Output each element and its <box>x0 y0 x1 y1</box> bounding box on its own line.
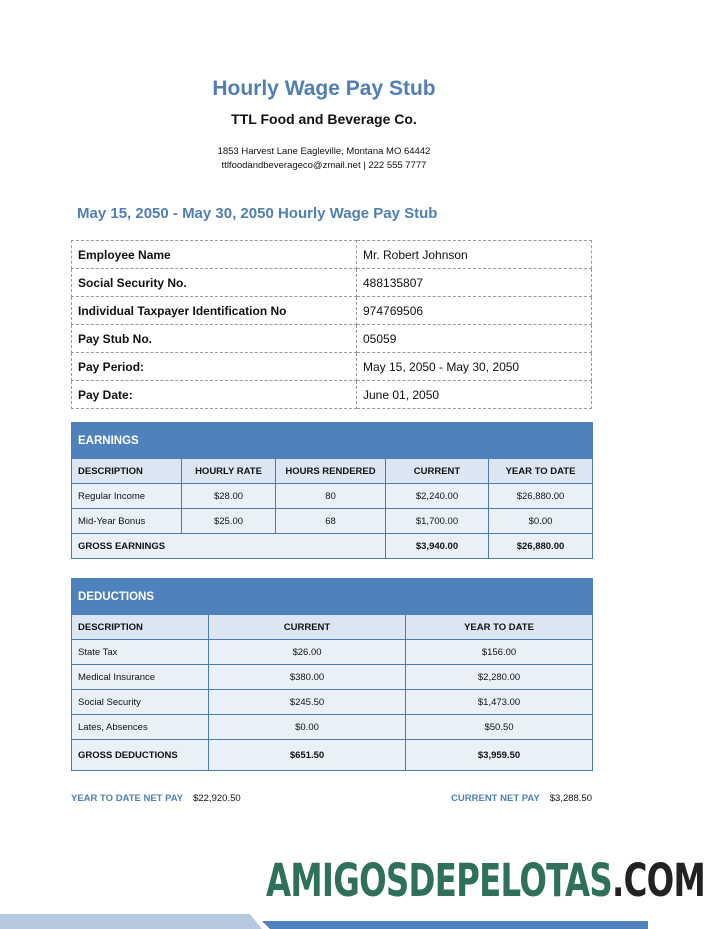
earnings-table <box>71 422 593 559</box>
info-row <box>72 241 592 269</box>
table-row <box>72 665 593 690</box>
info-value: Mr. Robert Johnson <box>357 241 592 269</box>
deductions-table <box>71 578 593 771</box>
pay-stub-subtitle: May 15, 2050 - May 30, 2050 Hourly Wage Pay Stub <box>77 205 438 222</box>
cell: State Tax <box>72 640 209 665</box>
info-row <box>72 325 592 353</box>
cell: Social Security <box>72 690 209 715</box>
gross-deductions-ytd: $3,959.50 <box>406 740 593 771</box>
footer-band-dark <box>262 921 648 929</box>
info-row <box>72 381 592 409</box>
cell: Lates, Absences <box>72 715 209 740</box>
gross-deductions-row <box>72 740 593 771</box>
info-value: May 15, 2050 - May 30, 2050 <box>357 353 592 381</box>
info-label: Social Security No. <box>72 269 357 297</box>
cell: $26,880.00 <box>489 484 593 509</box>
deductions-title: DEDUCTIONS <box>72 579 593 615</box>
cell: $0.00 <box>489 509 593 534</box>
cell: $1,473.00 <box>406 690 593 715</box>
gross-deductions-label: GROSS DEDUCTIONS <box>72 740 209 771</box>
cell: $156.00 <box>406 640 593 665</box>
info-label: Pay Period: <box>72 353 357 381</box>
info-value: 05059 <box>357 325 592 353</box>
current-net-pay <box>451 793 592 804</box>
deductions-header <box>72 579 593 615</box>
cell: Mid-Year Bonus <box>72 509 182 534</box>
info-label: Individual Taxpayer Identification No <box>72 297 357 325</box>
watermark-green: AMIGOSDEPELOTAS <box>266 854 612 907</box>
info-value: June 01, 2050 <box>357 381 592 409</box>
cell: $2,280.00 <box>406 665 593 690</box>
gross-earnings-current: $3,940.00 <box>386 534 489 559</box>
footer-band <box>0 911 648 929</box>
earnings-column-headers <box>72 459 593 484</box>
table-row <box>72 690 593 715</box>
info-label: Pay Date: <box>72 381 357 409</box>
column-header: HOURLY RATE <box>182 459 276 484</box>
cell: Regular Income <box>72 484 182 509</box>
cell: $50.50 <box>406 715 593 740</box>
table-row <box>72 640 593 665</box>
company-address: 1853 Harvest Lane Eagleville, Montana MO 64442 <box>217 146 431 157</box>
column-header: HOURS RENDERED <box>276 459 386 484</box>
cell: 68 <box>276 509 386 534</box>
earnings-header <box>72 423 593 459</box>
company-name: TTL Food and Beverage Co. <box>231 111 417 127</box>
watermark-dark: .COM <box>611 854 705 907</box>
info-value: 974769506 <box>357 297 592 325</box>
page-title: Hourly Wage Pay Stub <box>212 77 436 100</box>
cell: $28.00 <box>182 484 276 509</box>
column-header: DESCRIPTION <box>72 459 182 484</box>
cell: Medical Insurance <box>72 665 209 690</box>
footer-band-light <box>0 914 262 929</box>
cell: $0.00 <box>209 715 406 740</box>
cell: $25.00 <box>182 509 276 534</box>
info-label: Pay Stub No. <box>72 325 357 353</box>
earnings-title: EARNINGS <box>72 423 593 459</box>
gross-earnings-label: GROSS EARNINGS <box>72 534 386 559</box>
cell: $1,700.00 <box>386 509 489 534</box>
gross-earnings-ytd: $26,880.00 <box>489 534 593 559</box>
ytd-net-pay-value: $22,920.50 <box>193 793 241 804</box>
column-header: YEAR TO DATE <box>406 615 593 640</box>
current-net-pay-label: CURRENT NET PAY <box>451 793 540 804</box>
ytd-net-pay <box>71 793 241 804</box>
info-label: Employee Name <box>72 241 357 269</box>
employee-info-table <box>71 240 592 409</box>
deductions-column-headers <box>72 615 593 640</box>
cell: $380.00 <box>209 665 406 690</box>
cell: $245.50 <box>209 690 406 715</box>
cell: 80 <box>276 484 386 509</box>
column-header: DESCRIPTION <box>72 615 209 640</box>
cell: $26.00 <box>209 640 406 665</box>
current-net-pay-value: $3,288.50 <box>549 793 592 804</box>
info-value: 488135807 <box>357 269 592 297</box>
info-row <box>72 353 592 381</box>
ytd-net-pay-label: YEAR TO DATE NET PAY <box>71 793 184 804</box>
table-row <box>72 509 593 534</box>
company-contact: ttlfoodandbeverageco@zmail.net | 222 555 7777 <box>221 160 427 171</box>
column-header: YEAR TO DATE <box>489 459 593 484</box>
column-header: CURRENT <box>209 615 406 640</box>
gross-earnings-row <box>72 534 593 559</box>
table-row <box>72 484 593 509</box>
cell: $2,240.00 <box>386 484 489 509</box>
gross-deductions-current: $651.50 <box>209 740 406 771</box>
info-row <box>72 297 592 325</box>
table-row <box>72 715 593 740</box>
column-header: CURRENT <box>386 459 489 484</box>
watermark <box>266 853 705 909</box>
info-row <box>72 269 592 297</box>
